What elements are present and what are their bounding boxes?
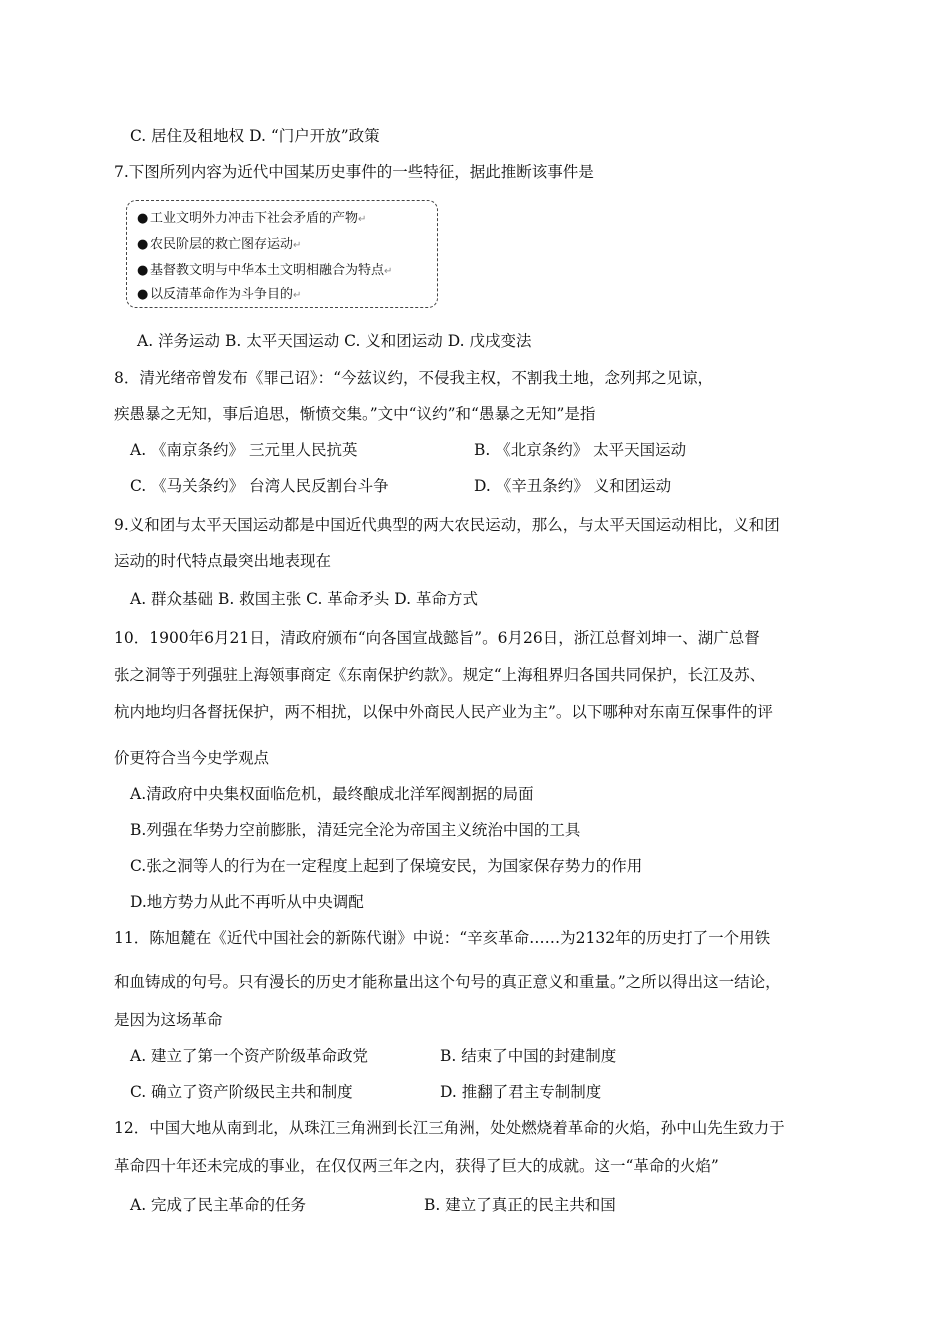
- q12-stem-line: 12．中国大地从南到北，从珠江三角洲到长江三角洲，处处燃烧着革命的火焰，孙中山先生致力于: [114, 1119, 785, 1137]
- q8-option-d: D. 《辛丑条约》 义和团运动: [474, 477, 672, 495]
- q7-box-item: ● 基督教文明与中华本土文明相融合为特点↵: [137, 263, 393, 278]
- bullet-icon: ●: [137, 287, 149, 302]
- q8-stem-line: 8．清光绪帝曾发布《罪己诏》：“今兹议约，不侵我主权，不割我土地，念列邦之见谅，: [114, 369, 714, 387]
- q7-box-item: ● 农民阶层的救亡图存运动↵: [137, 237, 302, 252]
- return-mark-icon: ↵: [384, 266, 393, 277]
- q12-option-a: A. 完成了民主革命的任务: [130, 1196, 307, 1214]
- q9-stem-line: 9.义和团与太平天国运动都是中国近代典型的两大农民运动，那么，与太平天国运动相比，义和团: [114, 516, 780, 534]
- q7-box-item: ● 以反清革命作为斗争目的↵: [137, 287, 302, 302]
- q6-options-cd: C. 居住及租地权 D. “门户开放”政策: [130, 127, 380, 145]
- q9-options: A. 群众基础 B. 救国主张 C. 革命矛头 D. 革命方式: [130, 590, 478, 608]
- q10-stem-line: 张之洞等于列强驻上海领事商定《东南保护约款》。规定“上海租界归各国共同保护，长江及苏、: [114, 666, 766, 684]
- q7-box-item: ● 工业文明外力冲击下社会矛盾的产物↵: [137, 211, 367, 226]
- q10-stem-line: 杭内地均归各督抚保护，两不相扰，以保中外商民人民产业为主”。以下哪种对东南互保事件的评: [114, 703, 773, 721]
- q12-stem-line: 革命四十年还未完成的事业，在仅仅两三年之内，获得了巨大的成就。这一“革命的火焰”: [114, 1157, 719, 1175]
- q11-stem-line: 11．陈旭麓在《近代中国社会的新陈代谢》中说：“辛亥革命……为2132年的历史打了一个用铁: [114, 929, 771, 947]
- q11-option-a: A. 建立了第一个资产阶级革命政党: [130, 1047, 369, 1065]
- q10-option: A.清政府中央集权面临危机，最终酿成北洋军阀割据的局面: [130, 785, 534, 803]
- return-mark-icon: ↵: [358, 214, 367, 225]
- return-mark-icon: ↵: [293, 240, 302, 251]
- q8-stem-line: 疾愚暴之无知，事后追思，惭愤交集。”文中“议约”和“愚暴之无知”是指: [114, 405, 596, 423]
- q10-option: C.张之洞等人的行为在一定程度上起到了保境安民，为国家保存势力的作用: [130, 857, 643, 875]
- q10-option: D.地方势力从此不再听从中央调配: [130, 893, 364, 911]
- q8-option-b: B. 《北京条约》 太平天国运动: [474, 441, 687, 459]
- return-mark-icon: ↵: [293, 290, 302, 301]
- q10-stem-line: 10．1900年6月21日，清政府颁布“向各国宣战懿旨”。6月26日，浙江总督刘坤一、湖广总督: [114, 629, 760, 647]
- q9-stem-line: 运动的时代特点最突出地表现在: [114, 552, 332, 570]
- bullet-icon: ●: [137, 211, 149, 226]
- q11-option-b: B. 结束了中国的封建制度: [440, 1047, 617, 1065]
- q10-option: B.列强在华势力空前膨胀，清廷完全沦为帝国主义统治中国的工具: [130, 821, 581, 839]
- q7-feature-box: [126, 200, 438, 308]
- q7-options: A. 洋务运动 B. 太平天国运动 C. 义和团运动 D. 戊戌变法: [137, 332, 532, 350]
- q8-option-c: C. 《马关条约》 台湾人民反割台斗争: [130, 477, 389, 495]
- q10-stem-line: 价更符合当今史学观点: [114, 749, 270, 767]
- q11-stem-line: 和血铸成的句号。只有漫长的历史才能称量出这个句号的真正意义和重量。”之所以得出这一结论，: [114, 973, 781, 991]
- q7-stem: 7.下图所列内容为近代中国某历史事件的一些特征，据此推断该事件是: [114, 163, 594, 181]
- bullet-icon: ●: [137, 237, 149, 252]
- bullet-icon: ●: [137, 263, 149, 278]
- q12-option-b: B. 建立了真正的民主共和国: [424, 1196, 616, 1214]
- q8-option-a: A. 《南京条约》 三元里人民抗英: [130, 441, 358, 459]
- q11-stem-line: 是因为这场革命: [114, 1011, 223, 1029]
- q11-option-d: D. 推翻了君主专制制度: [440, 1083, 602, 1101]
- q11-option-c: C. 确立了资产阶级民主共和制度: [130, 1083, 353, 1101]
